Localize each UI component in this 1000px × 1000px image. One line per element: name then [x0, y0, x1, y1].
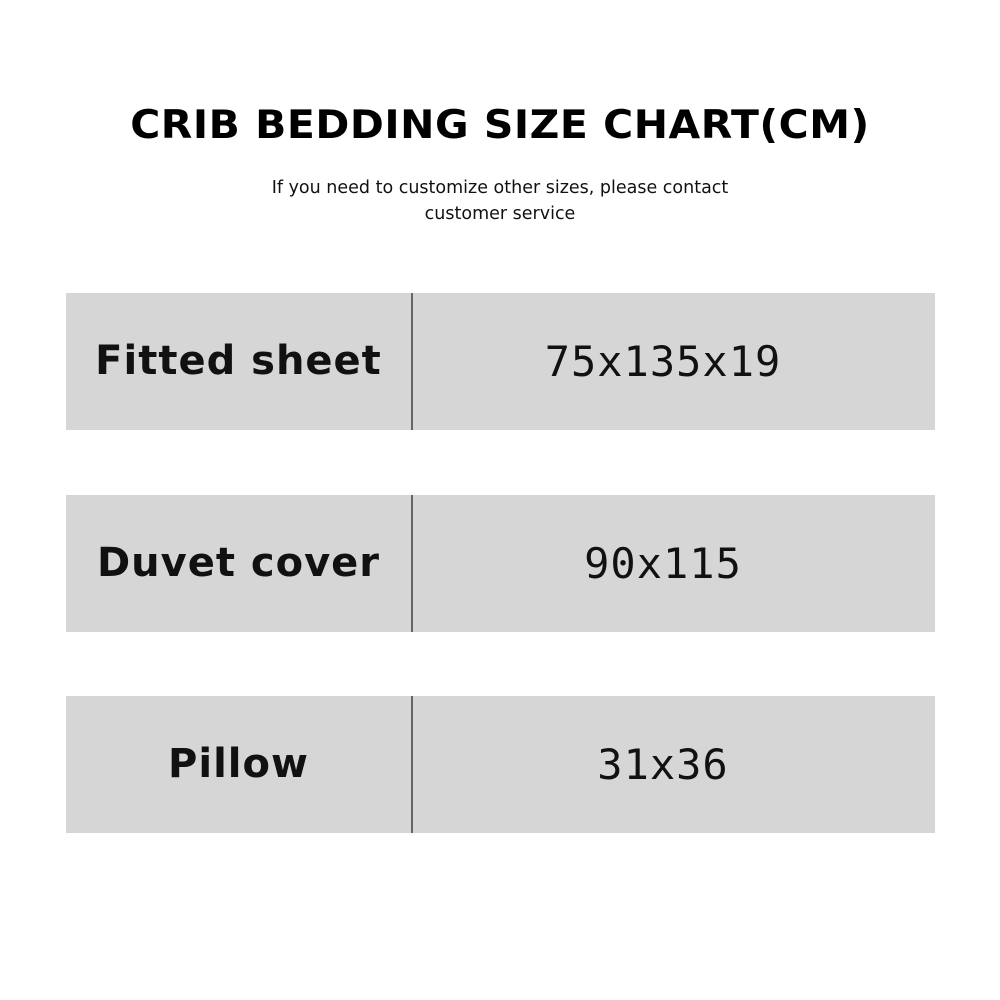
subtitle-line-2: customer service — [424, 204, 576, 224]
subtitle-line-1: If you need to customize other sizes, please contact — [271, 178, 729, 198]
page-title: CRIB BEDDING SIZE CHART(CM) — [130, 103, 870, 148]
item-name: Duvet cover — [96, 540, 381, 586]
size-row-pillow — [66, 696, 935, 833]
page-subtitle — [250, 175, 750, 227]
item-name: Fitted sheet — [95, 338, 382, 384]
size-row-fitted-sheet — [66, 293, 935, 430]
size-row-duvet-cover — [66, 495, 935, 632]
item-size: 31x36 — [597, 740, 729, 789]
item-size: 75x135x19 — [544, 337, 782, 386]
item-name: Pillow — [168, 741, 309, 787]
item-size: 90x115 — [584, 539, 742, 588]
